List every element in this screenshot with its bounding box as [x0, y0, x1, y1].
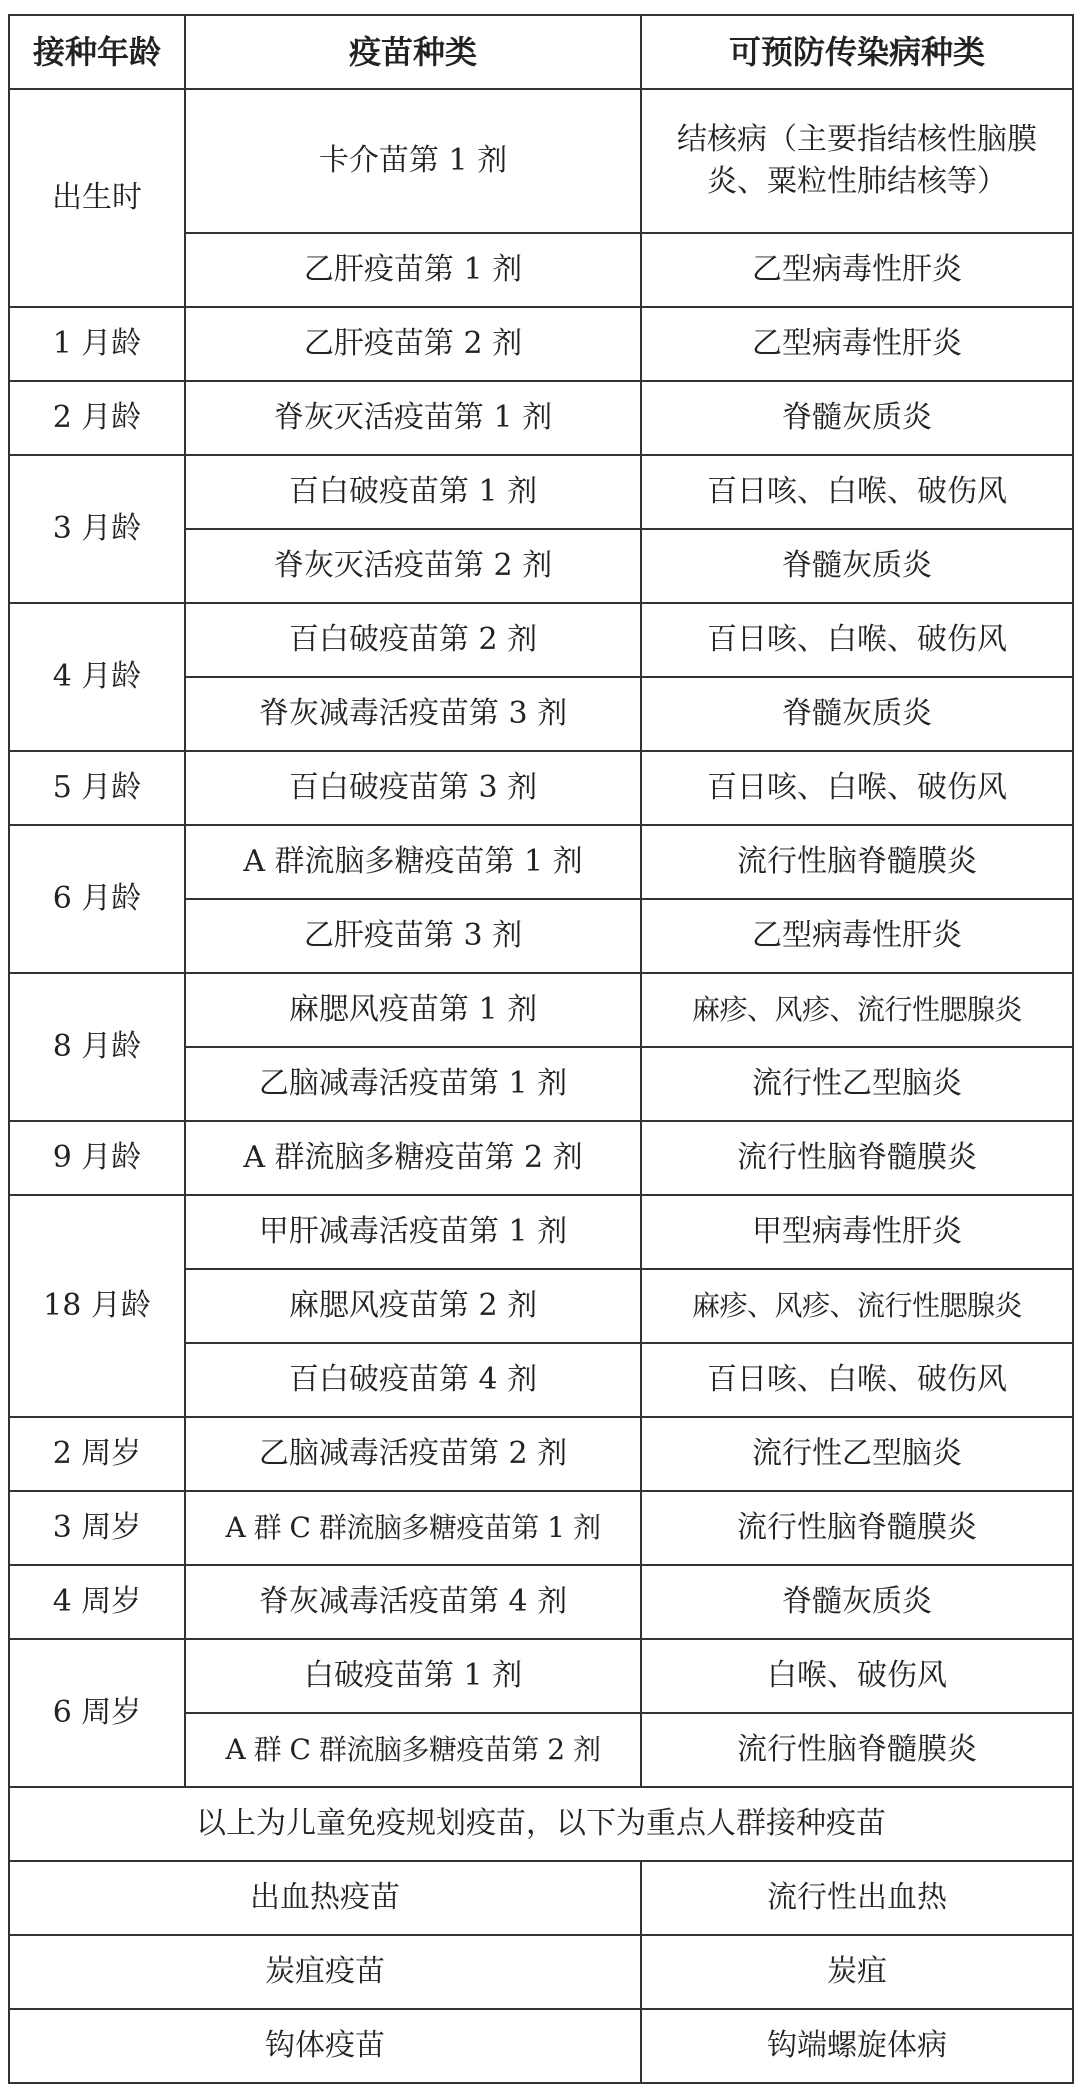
table-row: [9, 1861, 1073, 1935]
vaccine-cell: 乙肝疫苗第 2 剂: [185, 307, 641, 381]
disease-cell: 钩端螺旋体病: [641, 2009, 1073, 2083]
disease-cell: 脊髓灰质炎: [641, 529, 1073, 603]
header-vaccine: 疫苗种类: [185, 15, 641, 89]
disease-cell: 白喉、破伤风: [641, 1639, 1073, 1713]
age-cell: 3 周岁: [9, 1491, 185, 1565]
vaccine-cell: A 群 C 群流脑多糖疫苗第 1 剂: [185, 1491, 641, 1565]
table-row: [9, 825, 1073, 899]
age-cell: 4 周岁: [9, 1565, 185, 1639]
age-cell: 3 月龄: [9, 455, 185, 603]
disease-cell: 乙型病毒性肝炎: [641, 233, 1073, 307]
disease-cell: 麻疹、风疹、流行性腮腺炎: [641, 1269, 1073, 1343]
table-row: [9, 1417, 1073, 1491]
table-row: [9, 751, 1073, 825]
vaccine-cell: A 群流脑多糖疫苗第 2 剂: [185, 1121, 641, 1195]
table-row: [9, 89, 1073, 233]
disease-cell: 流行性脑脊髓膜炎: [641, 1491, 1073, 1565]
age-cell: 6 月龄: [9, 825, 185, 973]
vaccine-cell: 麻腮风疫苗第 1 剂: [185, 973, 641, 1047]
disease-cell: 乙型病毒性肝炎: [641, 307, 1073, 381]
disease-cell: 百日咳、白喉、破伤风: [641, 751, 1073, 825]
vaccine-cell: 百白破疫苗第 1 剂: [185, 455, 641, 529]
table-row: [9, 1491, 1073, 1565]
vaccine-cell: 百白破疫苗第 3 剂: [185, 751, 641, 825]
table-row: [9, 1195, 1073, 1269]
disease-cell: 流行性出血热: [641, 1861, 1073, 1935]
disease-cell: 百日咳、白喉、破伤风: [641, 603, 1073, 677]
disease-cell: 流行性脑脊髓膜炎: [641, 825, 1073, 899]
age-cell: 5 月龄: [9, 751, 185, 825]
header-disease: 可预防传染病种类: [641, 15, 1073, 89]
age-cell: 1 月龄: [9, 307, 185, 381]
table-row: [9, 2009, 1073, 2083]
disease-cell: 百日咳、白喉、破伤风: [641, 1343, 1073, 1417]
table-row: [9, 603, 1073, 677]
age-cell: 2 月龄: [9, 381, 185, 455]
vaccine-cell: 乙肝疫苗第 3 剂: [185, 899, 641, 973]
age-cell: 9 月龄: [9, 1121, 185, 1195]
vaccine-cell: 卡介苗第 1 剂: [185, 89, 641, 233]
note-row: [9, 1787, 1073, 1861]
vaccine-cell: 出血热疫苗: [9, 1861, 641, 1935]
disease-cell: 百日咳、白喉、破伤风: [641, 455, 1073, 529]
disease-cell: 结核病（主要指结核性脑膜炎、粟粒性肺结核等）: [641, 89, 1073, 233]
table-row: [9, 1935, 1073, 2009]
disease-cell: 流行性乙型脑炎: [641, 1047, 1073, 1121]
vaccine-cell: 脊灰灭活疫苗第 1 剂: [185, 381, 641, 455]
table-row: [9, 1565, 1073, 1639]
table-row: [9, 973, 1073, 1047]
vaccine-cell: A 群 C 群流脑多糖疫苗第 2 剂: [185, 1713, 641, 1787]
vaccination-schedule-table: [8, 14, 1074, 2084]
age-cell: 6 周岁: [9, 1639, 185, 1787]
header-age: 接种年龄: [9, 15, 185, 89]
table-row: [9, 1639, 1073, 1713]
vaccine-cell: 脊灰减毒活疫苗第 4 剂: [185, 1565, 641, 1639]
disease-cell: 流行性乙型脑炎: [641, 1417, 1073, 1491]
table-row: [9, 381, 1073, 455]
age-cell: 8 月龄: [9, 973, 185, 1121]
age-cell: 18 月龄: [9, 1195, 185, 1417]
table-row: [9, 1121, 1073, 1195]
vaccine-cell: 百白破疫苗第 2 剂: [185, 603, 641, 677]
disease-cell: 炭疽: [641, 1935, 1073, 2009]
vaccine-cell: 百白破疫苗第 4 剂: [185, 1343, 641, 1417]
divider-note: 以上为儿童免疫规划疫苗，以下为重点人群接种疫苗: [9, 1787, 1073, 1861]
vaccine-cell: 白破疫苗第 1 剂: [185, 1639, 641, 1713]
table-row: [9, 307, 1073, 381]
age-cell: 出生时: [9, 89, 185, 307]
disease-cell: 脊髓灰质炎: [641, 381, 1073, 455]
disease-cell: 流行性脑脊髓膜炎: [641, 1713, 1073, 1787]
disease-cell: 流行性脑脊髓膜炎: [641, 1121, 1073, 1195]
table-row: [9, 455, 1073, 529]
disease-cell: 甲型病毒性肝炎: [641, 1195, 1073, 1269]
age-cell: 4 月龄: [9, 603, 185, 751]
disease-cell: 脊髓灰质炎: [641, 1565, 1073, 1639]
vaccine-cell: 脊灰减毒活疫苗第 3 剂: [185, 677, 641, 751]
disease-cell: 乙型病毒性肝炎: [641, 899, 1073, 973]
vaccine-cell: 乙肝疫苗第 1 剂: [185, 233, 641, 307]
vaccine-cell: A 群流脑多糖疫苗第 1 剂: [185, 825, 641, 899]
vaccine-cell: 麻腮风疫苗第 2 剂: [185, 1269, 641, 1343]
disease-cell: 麻疹、风疹、流行性腮腺炎: [641, 973, 1073, 1047]
vaccine-cell: 甲肝减毒活疫苗第 1 剂: [185, 1195, 641, 1269]
vaccine-cell: 脊灰灭活疫苗第 2 剂: [185, 529, 641, 603]
age-cell: 2 周岁: [9, 1417, 185, 1491]
vaccine-cell: 炭疽疫苗: [9, 1935, 641, 2009]
vaccine-cell: 乙脑减毒活疫苗第 2 剂: [185, 1417, 641, 1491]
vaccine-cell: 钩体疫苗: [9, 2009, 641, 2083]
disease-cell: 脊髓灰质炎: [641, 677, 1073, 751]
vaccine-cell: 乙脑减毒活疫苗第 1 剂: [185, 1047, 641, 1121]
table-header-row: [9, 15, 1073, 89]
